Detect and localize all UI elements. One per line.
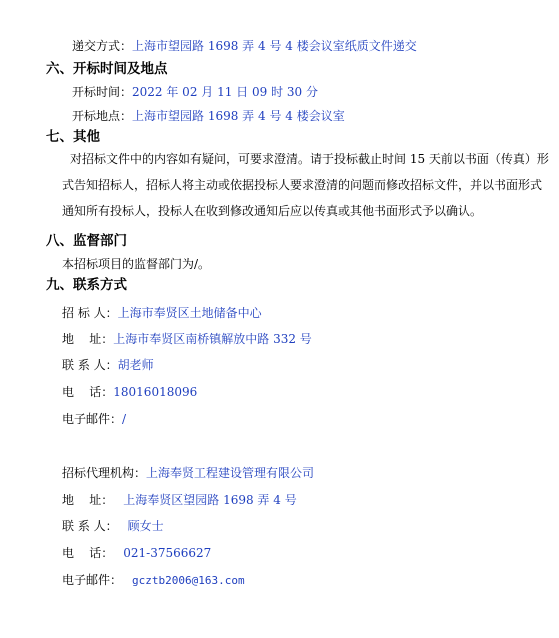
delivery-label: 递交方式：: [72, 39, 133, 53]
open-time-label: 开标时间：: [72, 85, 133, 99]
section7-heading: 七、其他: [46, 129, 100, 145]
agency-phone-value: 021-37566627: [123, 546, 212, 560]
section6-heading: 六、开标时间及地点: [46, 61, 168, 77]
agency-email-value: gcztb2006@163.com: [132, 574, 245, 587]
open-place-value: 上海市望园路 1698 弄 4 号 4 楼会议室: [132, 109, 345, 123]
agency-contact-value: 顾女士: [127, 519, 164, 533]
agency-contact-row: [62, 518, 164, 534]
agency-phone-label: 电 话：: [62, 546, 114, 560]
agency-phone-row: [62, 545, 211, 561]
open-time-row: [72, 84, 318, 100]
agency-address-label: 地 址：: [62, 493, 114, 507]
tenderer-phone-label: 电 话：: [62, 385, 114, 399]
tenderer-email-row: [62, 411, 126, 427]
tenderer-name-value: 上海市奉贤区土地储备中心: [117, 306, 262, 320]
tenderer-contact-row: [62, 357, 154, 373]
agency-address-row: [62, 492, 297, 508]
tenderer-contact-value: 胡老师: [117, 358, 154, 372]
tenderer-email-label: 电子邮件：: [62, 412, 123, 426]
section8-text: 本招标项目的监督部门为/。: [62, 257, 211, 271]
tenderer-email-value: /: [122, 412, 127, 426]
section8-heading: 八、监督部门: [46, 233, 127, 249]
open-place-row: [72, 108, 345, 124]
tenderer-name-label: 招 标 人：: [62, 306, 118, 320]
section7-paragraph: 对招标文件中的内容如有疑问，可要求澄清。请于投标截止时间 15 天前以书面（传真）形式告知招标人，招标人将主动或依据投标人要求澄清的问题而修改招标文件，并以书面形式通知所有投标人，投标人在收到修改通知后应以传真或其他书面形式予以确认。: [62, 152, 549, 218]
agency-email-row: [62, 572, 245, 589]
delivery-value: 上海市望园路 1698 弄 4 号 4 楼会议室纸质文件递交: [132, 39, 417, 53]
agency-email-label: 电子邮件：: [62, 573, 123, 587]
agency-address-value: 上海奉贤区望园路 1698 弄 4 号: [123, 493, 297, 507]
agency-name-value: 上海奉贤工程建设管理有限公司: [146, 466, 315, 480]
agency-contact-label: 联 系 人：: [62, 519, 118, 533]
tenderer-contact-label: 联 系 人：: [62, 358, 118, 372]
tenderer-address-label: 地 址：: [62, 332, 114, 346]
agency-name-row: [62, 465, 314, 481]
open-time-value: 2022 年 02 月 11 日 09 时 30 分: [132, 85, 318, 99]
open-place-label: 开标地点：: [72, 109, 133, 123]
tenderer-phone-row: [62, 384, 197, 400]
section9-heading: 九、联系方式: [46, 277, 127, 293]
delivery-row: [72, 38, 417, 54]
agency-name-label: 招标代理机构：: [62, 466, 147, 480]
tenderer-phone-value: 18016018096: [113, 385, 198, 399]
tenderer-name-row: [62, 305, 262, 321]
tenderer-address-value: 上海市奉贤区南桥镇解放中路 332 号: [113, 332, 312, 346]
tenderer-address-row: [62, 331, 312, 347]
